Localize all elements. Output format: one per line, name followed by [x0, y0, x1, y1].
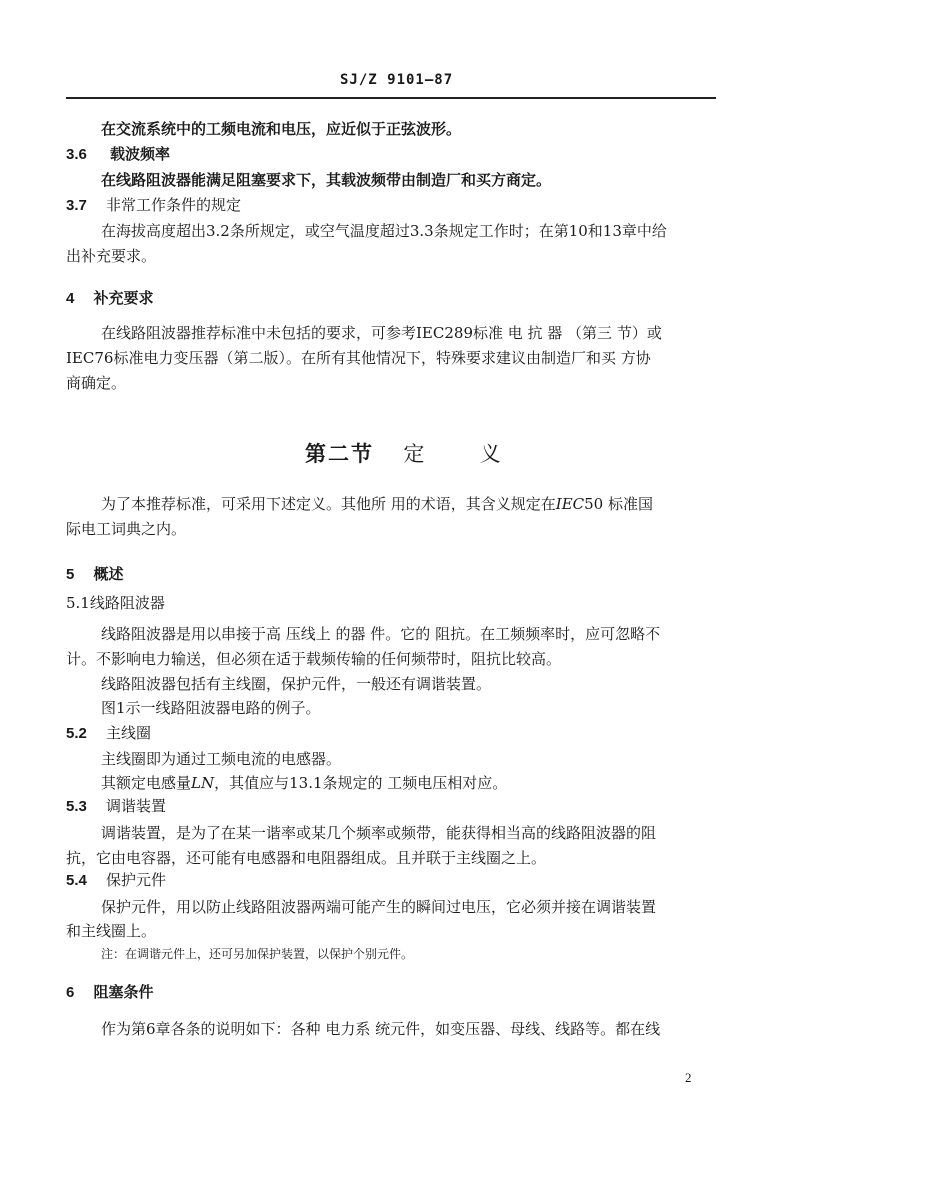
- subsection-heading-5-1: 5.1线路阻波器: [66, 594, 165, 612]
- paragraph-line: 在交流系统中的工频电流和电压，应近似于正弦波形。: [101, 120, 462, 138]
- section-number: 3.7: [66, 197, 87, 214]
- section-title: 阻塞条件: [93, 983, 154, 1001]
- paragraph-text: 为了本推荐标准，可采用下述定义。其他所 用的术语，其含义规定在: [101, 495, 556, 513]
- paragraph-line: 调谐装置，是为了在某一谐率或某几个频率或频带，能获得相当高的线路阻波器的阻: [101, 824, 657, 842]
- section-heading-6: [66, 981, 153, 1002]
- paragraph-line: 线路阻波器是用以串接于高 压线上 的器 件。它的 阻抗。在工频频率时，应可忽略不: [101, 625, 661, 643]
- paragraph-line: 在海拔高度超出3.2条所规定，或空气温度超过3.3条规定工作时；在第10和13章中给: [101, 222, 667, 240]
- section-number: 3.6: [66, 146, 87, 163]
- paragraph-line: 和主线圈上。: [66, 922, 157, 940]
- paragraph-text: 50 标准国: [584, 495, 653, 513]
- section-heading-3-6: [66, 143, 170, 164]
- paragraph-line: [101, 772, 507, 793]
- paragraph-line: 计。不影响电力输送，但必须在适于载频传输的任何频带时，阻抗比较高。: [66, 650, 562, 668]
- section-title: 非常工作条件的规定: [105, 196, 241, 214]
- section-heading-5-4: [66, 869, 166, 890]
- paragraph-line: 图1示一线路阻波器电路的例子。: [101, 699, 321, 717]
- paragraph-text: 其额定电感量: [101, 774, 192, 792]
- paragraph-line: IEC76标准电力变压器（第二版）。在所有其他情况下，特殊要求建议由制造厂和买 方协: [66, 349, 651, 367]
- paragraph-line: 在线路阻波器能满足阻塞要求下，其载波频带由制造厂和买方商定。: [101, 171, 552, 189]
- paragraph-text: ，其值应与13.1条规定的 工频电压相对应。: [214, 774, 508, 792]
- paragraph-line: 线路阻波器包括有主线圈，保护元件，一般还有调谐装置。: [101, 675, 492, 693]
- paragraph-line: [101, 493, 653, 514]
- paragraph-line: 作为第6章各条的说明如下：各种 电力系 统元件，如变压器、母线、线路等。都在线: [101, 1020, 661, 1038]
- section-title: 保护元件: [105, 871, 166, 889]
- page-number: 2: [685, 1070, 692, 1085]
- chapter-title: [305, 438, 501, 468]
- header-rule: [66, 97, 716, 99]
- section-heading-4: [66, 287, 153, 308]
- section-number: 5.4: [66, 872, 87, 889]
- section-heading-5-2: [66, 722, 151, 743]
- section-title: 主线圈: [105, 724, 151, 742]
- section-number: 5: [66, 566, 75, 583]
- paragraph-line: 主线圈即为通过工频电流的电感器。: [101, 750, 342, 768]
- section-heading-3-7: [66, 194, 241, 215]
- chapter-title-char: 定: [403, 442, 425, 466]
- standard-name: IEC: [555, 495, 585, 513]
- chapter-number: 第二节: [305, 441, 374, 466]
- section-number: 4: [66, 290, 75, 307]
- section-heading-5: [66, 563, 123, 584]
- section-title: 调谐装置: [105, 797, 166, 815]
- section-title: 载波频率: [109, 145, 170, 163]
- section-number: 5.3: [66, 798, 87, 815]
- section-title: 概述: [93, 565, 124, 583]
- section-number: 6: [66, 984, 75, 1001]
- chapter-title-char: 义: [479, 442, 501, 466]
- note: 注：在调谐元件上，还可另加保护装置，以保护个别元件。: [101, 947, 414, 961]
- section-title: 补充要求: [93, 289, 154, 307]
- document-code: SJ/Z 9101—87: [340, 72, 454, 88]
- paragraph-line: 出补充要求。: [66, 247, 157, 265]
- paragraph-line: 商确定。: [66, 374, 127, 392]
- section-number: 5.2: [66, 725, 87, 742]
- paragraph-line: 际电工词典之内。: [66, 520, 187, 538]
- paragraph-line: 保护元件，用以防止线路阻波器两端可能产生的瞬间过电压，它必须并接在调谐装置: [101, 898, 657, 916]
- section-heading-5-3: [66, 795, 166, 816]
- paragraph-line: 抗，它由电容器，还可能有电感器和电阻器组成。且并联于主线圈之上。: [66, 849, 547, 867]
- symbol-ln: LN: [191, 774, 215, 792]
- paragraph-line: 在线路阻波器推荐标准中未包括的要求，可参考IEC289标准 电 抗 器 （第三 节）或: [101, 324, 662, 342]
